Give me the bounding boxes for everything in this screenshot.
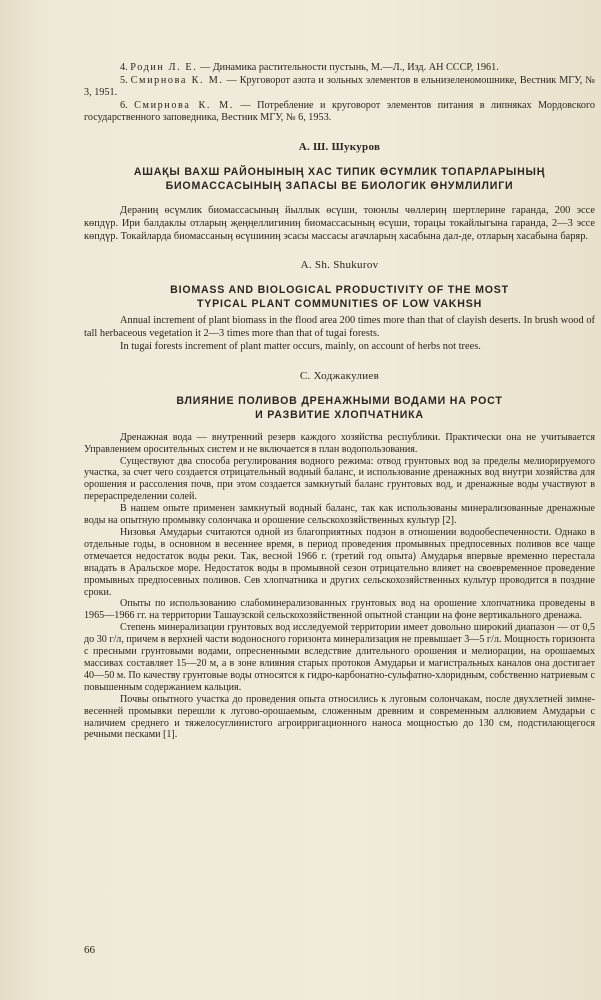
body-paragraph: Низовья Амударьи считаются одной из благоприятных подзон в отношении водообеспеченности. Однако в отдельные годы, в основном в весеннее время, в период проведения промывных предпосевных поливов все чаще отмечается недостаток воды реки. Так, весной 1966 г. (третий год опыта) Амударья впервые временно перестала впадать в Аральское море. Недостаток воды в промывной сезон отрицательно влияет на своевременное проведение промывных предпосевных поливов. Сев хлопчатника и других сельскохозяйственных культур проводится в поздние сроки. <box>84 527 595 598</box>
page-number: 66 <box>84 944 95 956</box>
reference-4: 4. Родин Л. Е. — Динамика растительности пустынь, М.—Л., Изд. АН СССР, 1961. <box>120 62 499 73</box>
article-title: АШАҚЫ ВАХШ РАЙОНЫНЫҢ ХАС ТИПИК ӨСҮМЛИК ТОПАРЛАРЫНЫҢ БИОМАССАСЫНЫҢ ЗАПАСЫ ВЕ БИОЛОГИК ӨНУМЛИЛИГИ <box>133 165 546 192</box>
article-title: ВЛИЯНИЕ ПОЛИВОВ ДРЕНАЖНЫМИ ВОДАМИ НА РОСТ И РАЗВИТИЕ ХЛОПЧАТНИКА <box>176 394 503 421</box>
article-author: С. Ходжакулиев <box>299 369 380 382</box>
article-main <box>84 370 595 742</box>
reference-list <box>84 62 595 125</box>
body-paragraph: Почвы опытного участка до проведения опыта относились к луговым солончакам, после двухлетней зимне-весенней промывки перешли к лугово-орошаемым, сложенным древним и современным аллювием Амударьи с наличием среднего и тяжелосуглинистого агроирригационного наноса мощностью до 130 см, подстилающегося речными песками [1]. <box>84 693 595 741</box>
article-author: А. Ш. Шукуров <box>298 140 381 153</box>
reference-6: 6. Смирнова К. М. — Потребление и круговорот элементов питания в липняках Мордовского государственного заповедника, Вестник МГУ, № 6, 1953. <box>84 99 595 124</box>
body-paragraph: В нашем опыте применен замкнутый водный баланс, так как использованы минерализованные дренажные воды на опытную промывку солончака и орошение сельскохозяйственных культур [2]. <box>84 503 595 527</box>
body-paragraph: Дренажная вода — внутренний резерв каждого хозяйства республики. Практически она не учитывается Управлением оросительных систем и не включается в план водопользования. <box>84 431 595 455</box>
body-paragraph: Степень минерализации грунтовых вод исследуемой территории имеет довольно широкий диапазон — от 0,5 до 30 г/л, причем в верхней части водоносного горизонта минерализация не превышает 3—5 г/л. Мощность горизонта с пресными грунтовыми водами, опресненными вследствие длительного орошения и мелиорации, на орошаемых массивах составляет 15—20 м, а в зоне влияния старых протоков Амударьи и магистральных каналов она достигает 40—50 м. По качеству грунтовые воды относятся к гидро-карбонатно-сульфатно-хлоридным, собственно натриевым с повышенным содержанием кальция. <box>84 622 595 693</box>
body-paragraph: Существуют два способа регулирования водного режима: отвод грунтовых вод за пределы мелиорируемого участка, за счет чего создается отрицательный водный баланс, и использование дренажных вод внутри хозяйства для орошения и рассоления почв, при этом создается замкнутый баланс грунтовых вод, и дренажные воды участвуют в перераспределении солей. <box>84 455 595 503</box>
article-english-summary <box>84 259 595 353</box>
article-author: A. Sh. Shukurov <box>300 259 379 272</box>
article-turkmen-summary <box>84 141 595 243</box>
article-title: BIOMASS AND BIOLOGICAL PRODUCTIVITY OF THE MOST TYPICAL PLANT COMMUNITIES OF LOW VAKHSH <box>170 284 509 311</box>
article-summary: Дерәниң өсүмлик биомассасыныӊ йыллык өсүши, тоюнлы чөллериӊ шертлерине гаранда, 200 эссе көпдүр. Ири балдаклы отларыӊ җеңңеллигиниӊ биомассасыныӊ өсүши, торацы токайлыгына гаранда, 2—3 эссе көпдүр. Токайларда биомассаныӊ өсүшиниӊ эсасы массасы агачларыӊ хасабына дал-де, отларыӊ хасабына баряр. <box>84 204 595 242</box>
body-paragraph: Опыты по использованию слабоминерализованных грунтовых вод на орошение хлопчатника проведены в 1965—1966 гг. на территории Ташаузской сельскохозяйственной опытной станции на фоне вертикального дренажа. <box>84 598 595 622</box>
article-summary-paragraph: Annual increment of plant biomass in the flood area 200 times more than that of clayish deserts. In brush wood of tall herbaceous vegetation it 2—3 times more than that of tugai forests. <box>84 315 595 340</box>
reference-5: 5. Смирнова К. М. — Круговорот азота и зольных элементов в ельнизеленомошнике, Вестник МГУ, № 3, 1951. <box>84 74 595 99</box>
article-summary-paragraph: In tugai forests increment of plant matter occurs, mainly, on account of herbs not trees. <box>120 340 481 352</box>
